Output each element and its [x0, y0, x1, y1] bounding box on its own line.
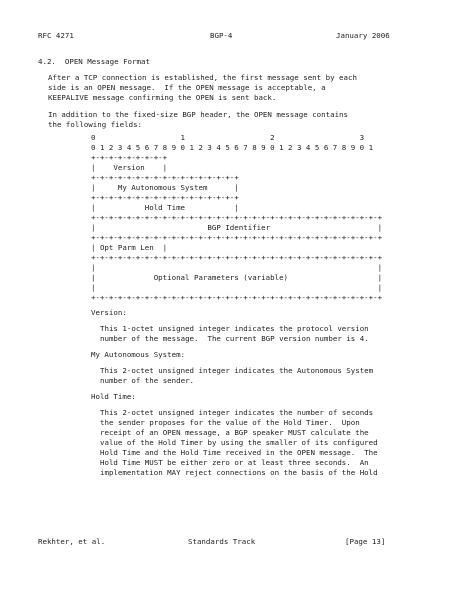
diagram-line: +-+-+-+-+-+-+-+-+-+-+-+-+-+-+-+-+-+-+-+-+-+-+-+-+-+-+-+-+-+-+-+-+ — [91, 293, 383, 302]
field-desc-line: This 1-octet unsigned integer indicates the protocol version — [100, 324, 369, 333]
field-desc-line: number of the message. The current BGP version number is 4. — [100, 334, 369, 343]
field-desc-line: Hold Time and the Hold Time received in the OPEN message. The — [100, 448, 378, 457]
diagram-line: +-+-+-+-+-+-+-+-+-+-+-+-+-+-+-+-+-+-+-+-+-+-+-+-+-+-+-+-+-+-+-+-+ — [91, 213, 383, 222]
diagram-line: +-+-+-+-+-+-+-+-+-+-+-+-+-+-+-+-+-+-+-+-+-+-+-+-+-+-+-+-+-+-+-+-+ — [91, 253, 383, 262]
intro-line: side is an OPEN message. If the OPEN message is acceptable, a — [48, 83, 326, 92]
fields-intro-line: In addition to the fixed-size BGP header, the OPEN message contains — [48, 110, 349, 119]
diagram-line: | | — [91, 263, 383, 272]
footer-page-number: [Page 13] — [345, 537, 386, 546]
field-term-hold-time: Hold Time: — [91, 392, 136, 401]
intro-line: After a TCP connection is established, the first message sent by each — [48, 73, 357, 82]
field-desc-line: the sender proposes for the value of the Hold Timer. Upon — [100, 418, 360, 427]
diagram-field-optional-parameters: | Optional Parameters (variable) | — [91, 273, 383, 282]
diagram-line: +-+-+-+-+-+-+-+-+ — [91, 153, 168, 162]
header-date: January 2006 — [336, 31, 390, 40]
footer-status: Standards Track — [188, 537, 256, 546]
diagram-bit-ones: 0 1 2 3 4 5 6 7 8 9 0 1 2 3 4 5 6 7 8 9 0 1 2 3 4 5 6 7 8 9 0 1 — [91, 143, 374, 152]
diagram-line: +-+-+-+-+-+-+-+-+-+-+-+-+-+-+-+-+-+-+-+-+-+-+-+-+-+-+-+-+-+-+-+-+ — [91, 233, 383, 242]
field-desc-line: implementation MAY reject connections on the basis of the Hold — [100, 468, 378, 477]
diagram-bit-tens: 0 1 2 3 — [91, 133, 365, 142]
diagram-field-opt-parm-len: | Opt Parm Len | — [91, 243, 168, 252]
field-term-my-autonomous-system: My Autonomous System: — [91, 350, 186, 359]
diagram-field-hold-time: | Hold Time | — [91, 203, 239, 212]
intro-line: KEEPALIVE message confirming the OPEN is sent back. — [48, 93, 277, 102]
diagram-line: +-+-+-+-+-+-+-+-+-+-+-+-+-+-+-+-+ — [91, 193, 239, 202]
fields-intro-line: the following fields: — [48, 120, 143, 129]
footer-authors: Rekhter, et al. — [38, 537, 106, 546]
field-desc-line: This 2-octet unsigned integer indicates the number of seconds — [100, 408, 374, 417]
diagram-field-bgp-identifier: | BGP Identifier | — [91, 223, 383, 232]
field-term-version: Version: — [91, 308, 127, 317]
diagram-line: +-+-+-+-+-+-+-+-+-+-+-+-+-+-+-+-+ — [91, 173, 239, 182]
section-heading: 4.2. OPEN Message Format — [38, 57, 150, 66]
header-rfc-number: RFC 4271 — [38, 31, 74, 40]
field-desc-line: Hold Time MUST be either zero or at least three seconds. An — [100, 458, 369, 467]
field-desc-line: This 2-octet unsigned integer indicates the Autonomous System — [100, 366, 374, 375]
header-title: BGP-4 — [210, 31, 233, 40]
diagram-field-version: | Version | — [91, 163, 168, 172]
diagram-field-my-autonomous-system: | My Autonomous System | — [91, 183, 239, 192]
field-desc-line: number of the sender. — [100, 376, 195, 385]
field-desc-line: value of the Hold Timer by using the smaller of its configured — [100, 438, 378, 447]
field-desc-line: receipt of an OPEN message, a BGP speaker MUST calculate the — [100, 428, 369, 437]
diagram-line: | | — [91, 283, 383, 292]
